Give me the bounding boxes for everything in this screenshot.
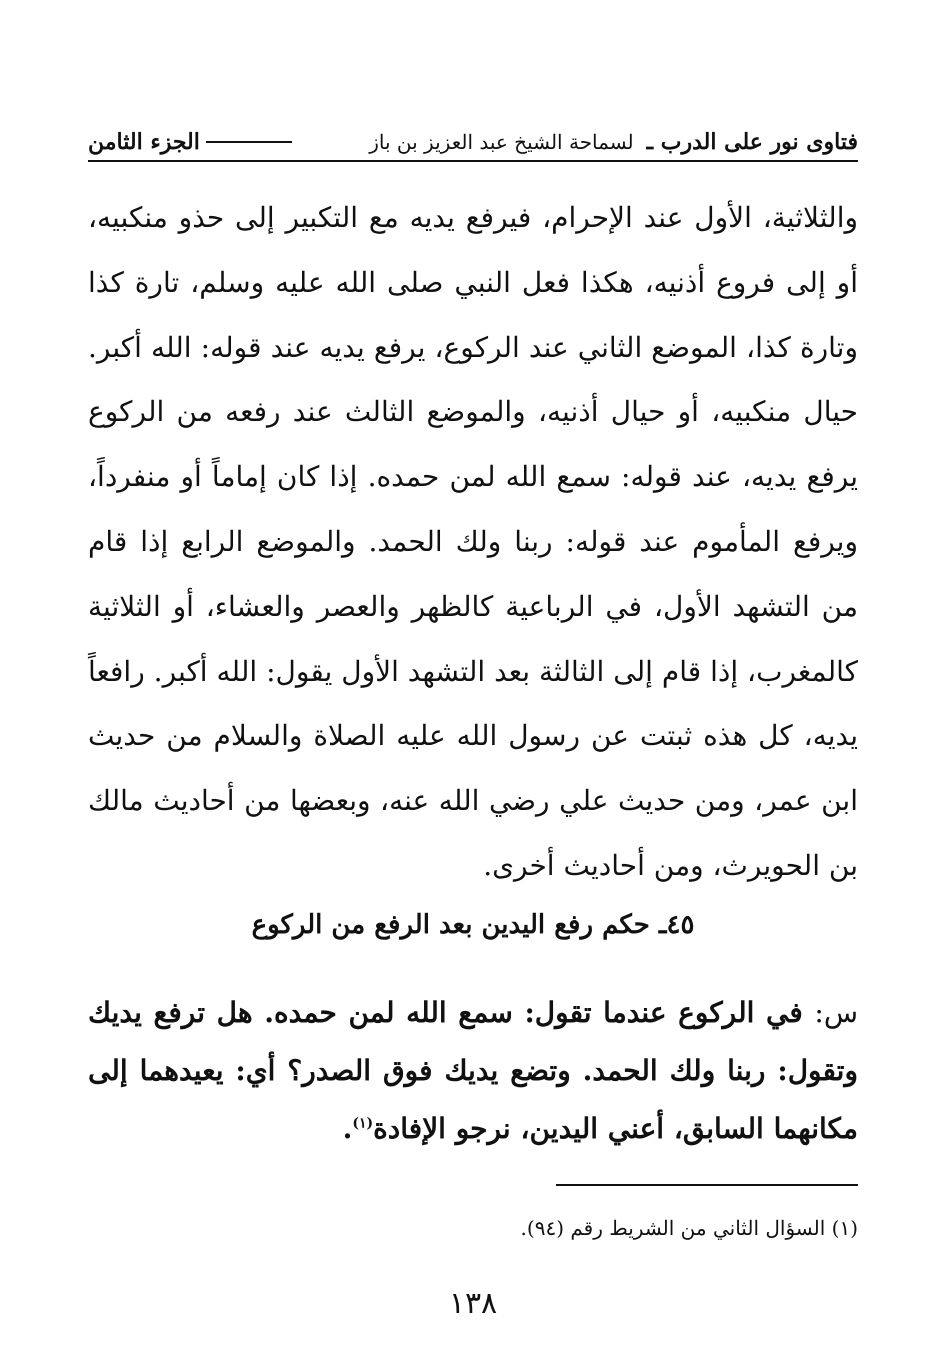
volume-label-group: [88, 131, 292, 153]
book-title: فتاوى نور على الدرب ـ: [646, 128, 858, 155]
footnote: (١) السؤال الثاني من الشريط رقم (٩٤).: [520, 1216, 858, 1240]
page-number: ١٣٨: [448, 1286, 498, 1321]
volume-label: الجزء الثامن: [88, 129, 200, 155]
section-heading: ٤٥ـ حكم رفع اليدين بعد الرفع من الركوع: [251, 910, 695, 940]
question-end: .: [342, 1112, 353, 1145]
running-header: [88, 124, 858, 160]
header-dash-rule: [206, 141, 292, 143]
question-lead: س:: [814, 996, 859, 1029]
footnote-rule: [556, 1184, 858, 1186]
body-paragraph: والثلاثية، الأول عند الإحرام، فيرفع يديه مع التكبير إلى حذو منكبيه، أو إلى فروع أذنيه، هكذا فعل النبي صلى الله عليه وسلم، تارة كذا وتارة كذا، الموضع الثاني عند الركوع، يرفع يديه عند قوله: الله أكبر. حيال منكبيه، أو حيال أذنيه، والموضع الثالث عند رفعه من الركوع يرفع يديه، عند قوله: سمع الله لمن حمده. إذا كان إماماً أو منفرداً، ويرفع المأموم عند قوله: ربنا ولك الحمد. والموضع الرابع إذا قام من التشهد الأول، في الرباعية كالظهر والعصر والعشاء، أو الثلاثية كالمغرب، إذا قام إلى الثالثة بعد التشهد الأول يقول: الله أكبر. رافعاً يديه، كل هذه ثبتت عن رسول الله عليه الصلاة والسلام من حديث ابن عمر، ومن حديث علي رضي الله عنه، وبعضها من أحاديث مالك بن الحويرث، ومن أحاديث أخرى.: [88, 201, 858, 882]
question-body: في الركوع عندما تقول: سمع الله لمن حمده. هل ترفع يديك وتقول: ربنا ولك الحمد. وتضع يديك فوق الصدر؟ أي: يعيدهما إلى مكانهما السابق، أعني اليدين، نرجو الإفادة: [88, 996, 858, 1145]
author-name: لسماحة الشيخ عبد العزيز بن باز: [369, 129, 634, 154]
header-title-group: [369, 128, 858, 155]
footnote-reference: (١): [352, 1115, 374, 1132]
header-rule: [88, 160, 858, 162]
question-paragraph: [88, 984, 858, 1158]
